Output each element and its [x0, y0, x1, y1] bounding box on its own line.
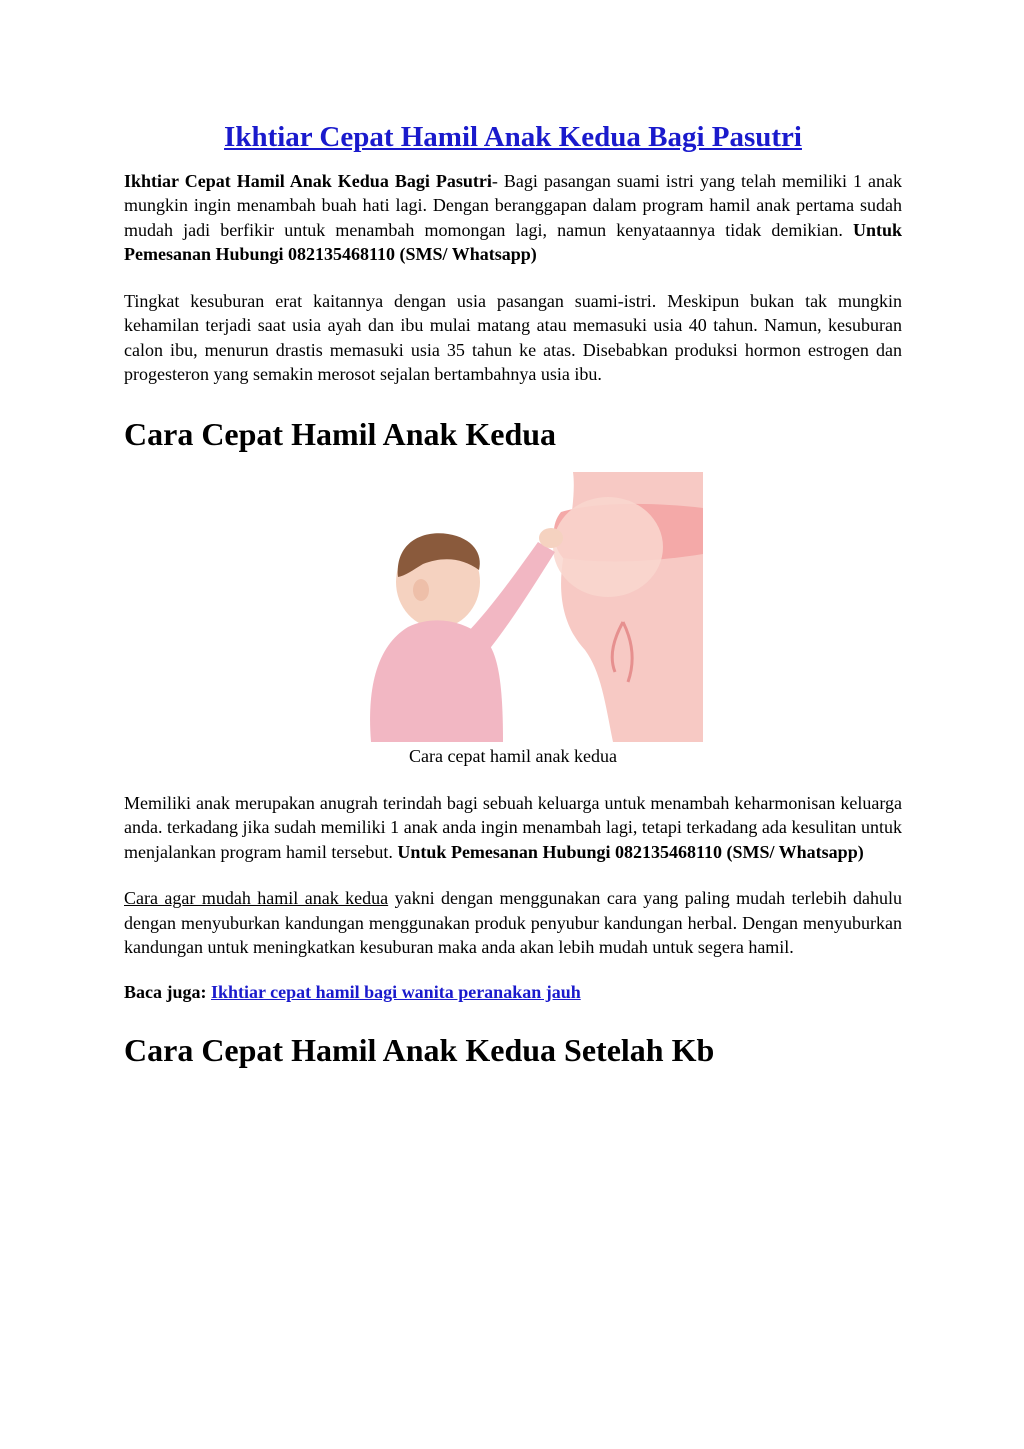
family-paragraph — [124, 791, 902, 865]
child-belly-illustration — [323, 472, 703, 742]
figure — [124, 472, 902, 767]
child-ear — [413, 579, 429, 601]
read-also-label: Baca juga: — [124, 981, 211, 1002]
age-paragraph: Tingkat kesuburan erat kaitannya dengan usia pasangan suami-istri. Meskipun bukan tak mungkin kehamilan terjadi saat usia ayah dan ibu mulai matang atau memasuki usia 40 tahun. Namun, kesuburan calon ibu, menurun drastis memasuki usia 35 tahun ke atas. Disebabkan produksi hormon estrogen dan progesteron yang semakin merosot sejalan bertambahnya usia ibu. — [124, 290, 902, 385]
section-heading-1: Cara Cepat Hamil Anak Kedua — [124, 415, 557, 452]
intro-paragraph — [124, 169, 902, 267]
read-also — [124, 982, 902, 1003]
title-link[interactable]: Ikhtiar Cepat Hamil Anak Kedua Bagi Pasutri — [224, 121, 802, 153]
family-contact: Untuk Pemesanan Hubungi 082135468110 (SMS/ Whatsapp) — [397, 841, 864, 862]
belly-bump — [553, 497, 663, 597]
method-paragraph — [124, 886, 902, 960]
family-text: Memiliki anak merupakan anugrah terindah bagi sebuah keluarga untuk menambah keharmonisan keluarga anda. terkadang jika sudah memiliki 1 anak anda ingin menambah lagi, tetapi terkadang ada kesulitan untuk menjalankan program hamil tersebut. — [124, 792, 902, 862]
child-hand — [539, 528, 563, 548]
intro-text: - Bagi pasangan suami istri yang telah memiliki 1 anak mungkin ingin menambah buah hati lagi. Dengan beranggapan dalam program hamil anak pertama sudah mudah jadi berfikir untuk menambah momongan lagi, namun kenyataannya tidak demikian. — [124, 170, 903, 240]
page-title — [124, 120, 902, 155]
method-link[interactable]: Cara agar mudah hamil anak kedua — [124, 888, 389, 909]
read-also-link[interactable]: Ikhtiar cepat hamil bagi wanita peranakan jauh — [211, 981, 581, 1002]
intro-bold-lead: Ikhtiar Cepat Hamil Anak Kedua Bagi Pasutri — [124, 170, 492, 191]
document-page — [124, 120, 902, 1088]
section-heading-2: Cara Cepat Hamil Anak Kedua Setelah Kb — [124, 1031, 715, 1068]
intro-contact: Untuk Pemesanan Hubungi 082135468110 (SMS/ Whatsapp) — [124, 219, 902, 265]
figure-caption: Cara cepat hamil anak kedua — [409, 745, 617, 766]
method-text: yakni dengan menggunakan cara yang paling mudah terlebih dahulu dengan menyuburkan kandungan menggunakan produk penyubur kandungan herbal. Dengan menyuburkan kandungan untuk meningkatkan kesuburan maka anda akan lebih mudah untuk segera hamil. — [124, 888, 903, 958]
